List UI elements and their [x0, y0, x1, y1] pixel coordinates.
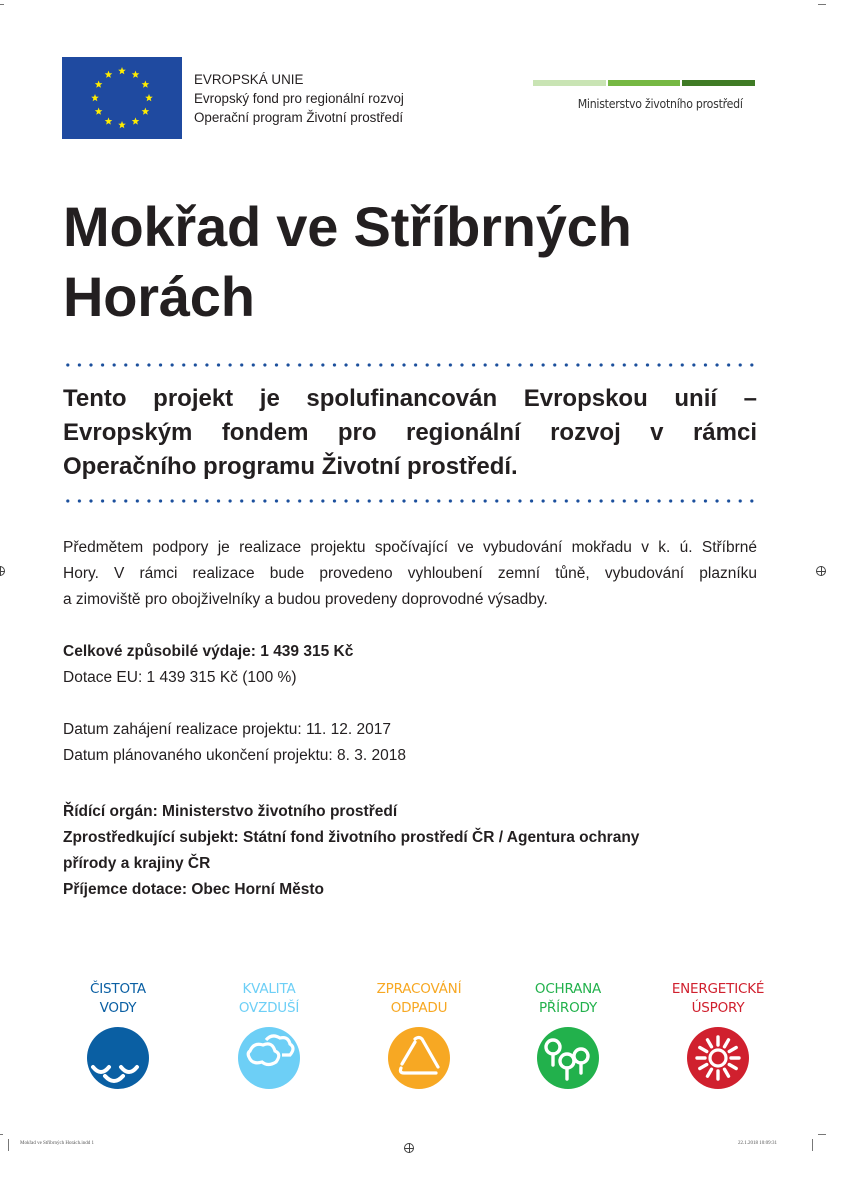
dotted-divider — [62, 499, 756, 503]
theme-label-line: ENERGETICKÉ — [671, 981, 765, 997]
theme-label-line: ZPRACOVÁNÍ — [376, 981, 462, 997]
theme-air — [209, 980, 329, 1089]
title-line: Horách — [63, 265, 255, 328]
theme-label-line: ÚSPORY — [691, 1000, 745, 1016]
print-slug-timestamp: 22.1.2018 10:09:31 — [738, 1141, 778, 1146]
theme-label — [658, 980, 778, 1018]
ministry-name: Ministerstvo životního prostředí — [577, 96, 743, 111]
intermediate-body-cont: přírody a krajiny ČR — [63, 855, 211, 872]
eu-logo-line: Operační program Životní prostředí — [194, 110, 404, 125]
description-line: Předmětem podpory je realizace projektu spočívající ve vybudování mokřadu v k. ú. Stříbrné — [63, 539, 757, 556]
eu-star-icon — [142, 81, 150, 88]
cofinancing-statement — [63, 382, 757, 484]
intermediate-body: Zprostředkující subjekt: Státní fond životního prostředí ČR / Agentura ochrany — [63, 829, 640, 846]
theme-label — [58, 980, 178, 1018]
ministry-bar — [608, 80, 681, 86]
statement-line: Tento projekt je spolufinancován Evropskou unií – — [63, 385, 757, 412]
print-slug-file: Mokřad ve Stříbrných Horách.indd 1 — [20, 1141, 95, 1146]
theme-label-line: OCHRANA — [534, 981, 602, 997]
title-line: Mokřad ve Stříbrných — [63, 195, 632, 258]
dotted-divider — [62, 363, 756, 367]
project-description — [63, 535, 757, 613]
trees-icon — [537, 1027, 599, 1089]
registration-mark-icon — [816, 566, 826, 576]
registration-mark-icon — [0, 566, 5, 576]
theme-label — [359, 980, 479, 1018]
start-date: Datum zahájení realizace projektu: 11. 12. 2017 — [63, 721, 391, 738]
crop-mark — [818, 1134, 826, 1135]
eu-logo-line: Evropský fond pro regionální rozvoj — [194, 91, 404, 106]
crop-mark — [8, 1139, 9, 1151]
crop-mark — [0, 1134, 3, 1135]
eu-logo-text — [194, 70, 404, 127]
theme-label — [209, 980, 329, 1018]
crop-mark — [0, 4, 4, 5]
dates-block — [63, 717, 406, 769]
cloud-icon — [238, 1027, 300, 1089]
parties-block — [63, 799, 639, 903]
eu-star-icon — [132, 117, 140, 124]
statement-line: Operačního programu Životní prostředí. — [63, 453, 518, 480]
theme-label-line: ODPADU — [390, 1000, 448, 1016]
eu-star-icon — [118, 121, 126, 128]
eu-logo-line: EVROPSKÁ UNIE — [194, 72, 304, 87]
theme-label-line: PŘÍRODY — [538, 1000, 597, 1016]
eu-star-icon — [95, 108, 103, 115]
total-eligible-expenses: Celkové způsobilé výdaje: 1 439 315 Kč — [63, 643, 354, 660]
theme-energy — [658, 980, 778, 1089]
theme-waste — [359, 980, 479, 1089]
eu-star-icon — [105, 117, 113, 124]
eu-grant: Dotace EU: 1 439 315 Kč (100 %) — [63, 669, 297, 686]
ministry-bar — [682, 80, 755, 86]
eu-flag-icon — [62, 57, 182, 139]
ministry-bar — [533, 80, 606, 86]
page-title — [63, 192, 763, 332]
theme-label-line: ČISTOTA — [90, 981, 146, 997]
theme-label — [508, 980, 628, 1018]
theme-icons-row — [58, 980, 778, 1100]
eu-star-icon — [132, 71, 140, 78]
sun-icon — [687, 1027, 749, 1089]
eu-star-icon — [145, 94, 153, 101]
eu-star-icon — [91, 94, 99, 101]
description-line: a zimoviště pro obojživelníky a budou provedeny doprovodné výsadby. — [63, 591, 548, 608]
theme-label-line: VODY — [99, 1000, 137, 1016]
eu-star-icon — [95, 81, 103, 88]
theme-label-line: KVALITA — [242, 981, 296, 997]
eu-star-icon — [142, 108, 150, 115]
end-date: Datum plánovaného ukončení projektu: 8. 3. 2018 — [63, 747, 406, 764]
theme-label-line: OVZDUŠÍ — [238, 1000, 300, 1016]
water-waves-icon — [87, 1027, 149, 1089]
finance-block — [63, 639, 353, 691]
statement-line: Evropským fondem pro regionální rozvoj v rámci — [63, 419, 757, 446]
eu-star-icon — [118, 67, 126, 74]
crop-mark — [818, 4, 826, 5]
description-line: Hory. V rámci realizace bude provedeno vyhloubení zemní tůně, vybudování plazníku — [63, 565, 757, 582]
theme-nature — [508, 980, 628, 1089]
managing-authority: Řídící orgán: Ministerstvo životního prostředí — [63, 803, 398, 820]
ministry-logo-bars — [533, 80, 755, 86]
ministry-logo — [533, 80, 755, 111]
grant-recipient: Příjemce dotace: Obec Horní Město — [63, 881, 324, 898]
eu-star-icon — [105, 71, 113, 78]
registration-mark-icon — [404, 1143, 414, 1153]
recycle-triangle-icon — [388, 1027, 450, 1089]
crop-mark — [812, 1139, 813, 1151]
theme-water — [58, 980, 178, 1089]
